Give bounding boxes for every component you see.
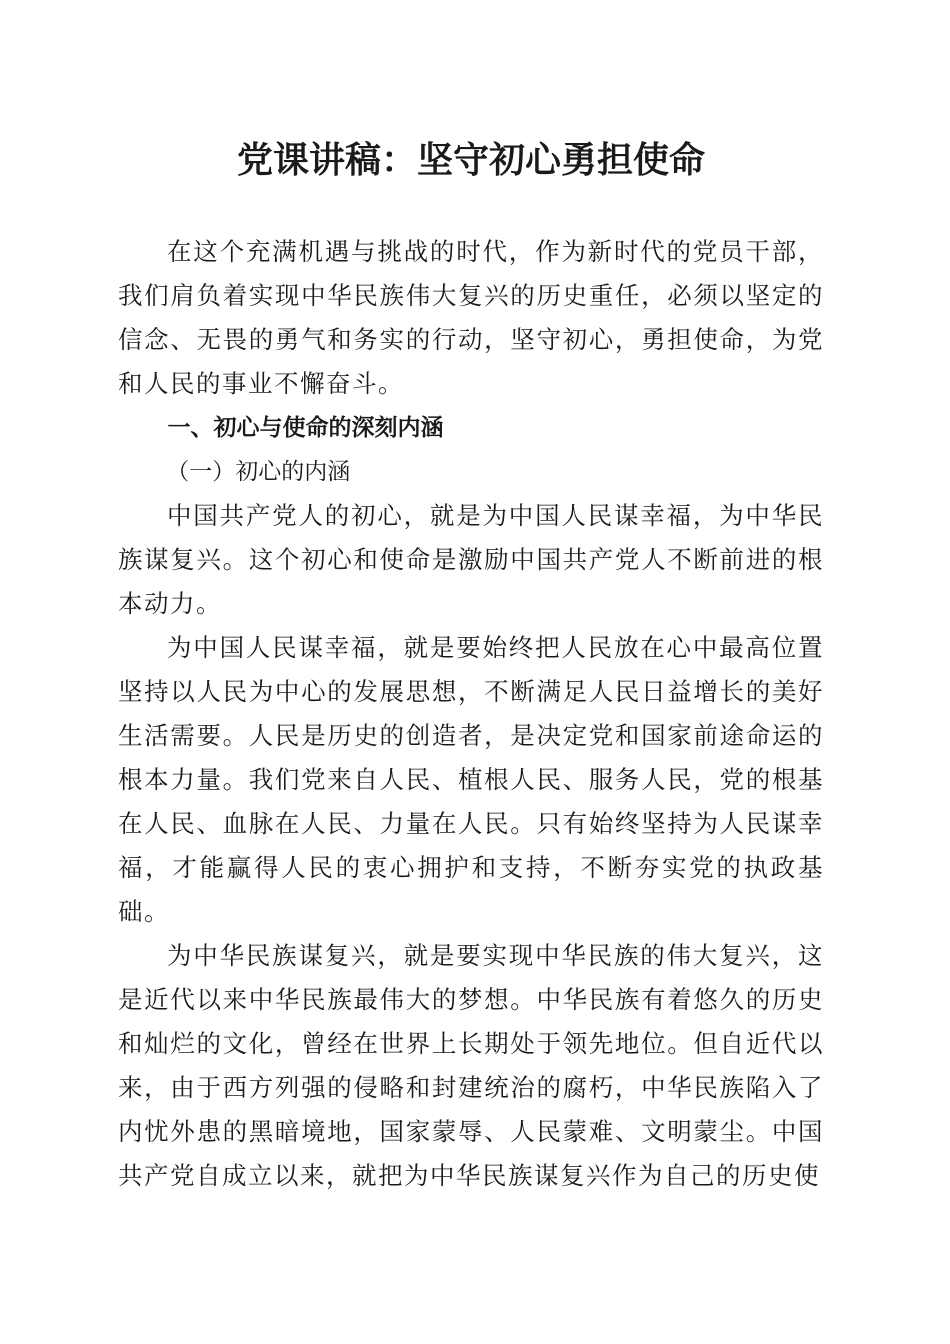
subsection-heading-1: （一）初心的内涵 bbox=[166, 459, 351, 485]
body-paragraph: 为中华民族谋复兴，就是要实现中华民族的伟大复兴，这是近代以来中华民族最伟大的梦想。中华民族有着悠久的历史和灿烂的文化，曾经在世界上长期处于领先地位。但自近代以来，由于西方列强的侵略和封建统治的腐朽，中华民族陷入了内忧外患的黑暗境地，国家蒙辱、人民蒙难、文明蒙尘。中国共产党自成立以来，就把为中华民族谋复兴作为自己的历史使 bbox=[118, 941, 824, 1190]
body-paragraph: 中国共产党人的初心，就是为中国人民谋幸福，为中华民族谋复兴。这个初心和使命是激励中国共产党人不断前进的根本动力。 bbox=[118, 501, 824, 618]
document-title: 党课讲稿：坚守初心勇担使命 bbox=[236, 139, 705, 181]
section-heading-1: 一、初心与使命的深刻内涵 bbox=[167, 415, 444, 441]
document-body bbox=[118, 230, 824, 1198]
intro-paragraph: 在这个充满机遇与挑战的时代，作为新时代的党员干部，我们肩负着实现中华民族伟大复兴的历史重任，必须以坚定的信念、无畏的勇气和务实的行动，坚守初心，勇担使命，为党和人民的事业不懈奋斗。 bbox=[118, 237, 824, 398]
body-paragraph: 为中国人民谋幸福，就是要始终把人民放在心中最高位置坚持以人民为中心的发展思想，不断满足人民日益增长的美好生活需要。人民是历史的创造者，是决定党和国家前途命运的根本力量。我们党来自人民、植根人民、服务人民，党的根基在人民、血脉在人民、力量在人民。只有始终坚持为人民谋幸福，才能赢得人民的衷心拥护和支持，不断夯实党的执政基础。 bbox=[118, 633, 824, 926]
